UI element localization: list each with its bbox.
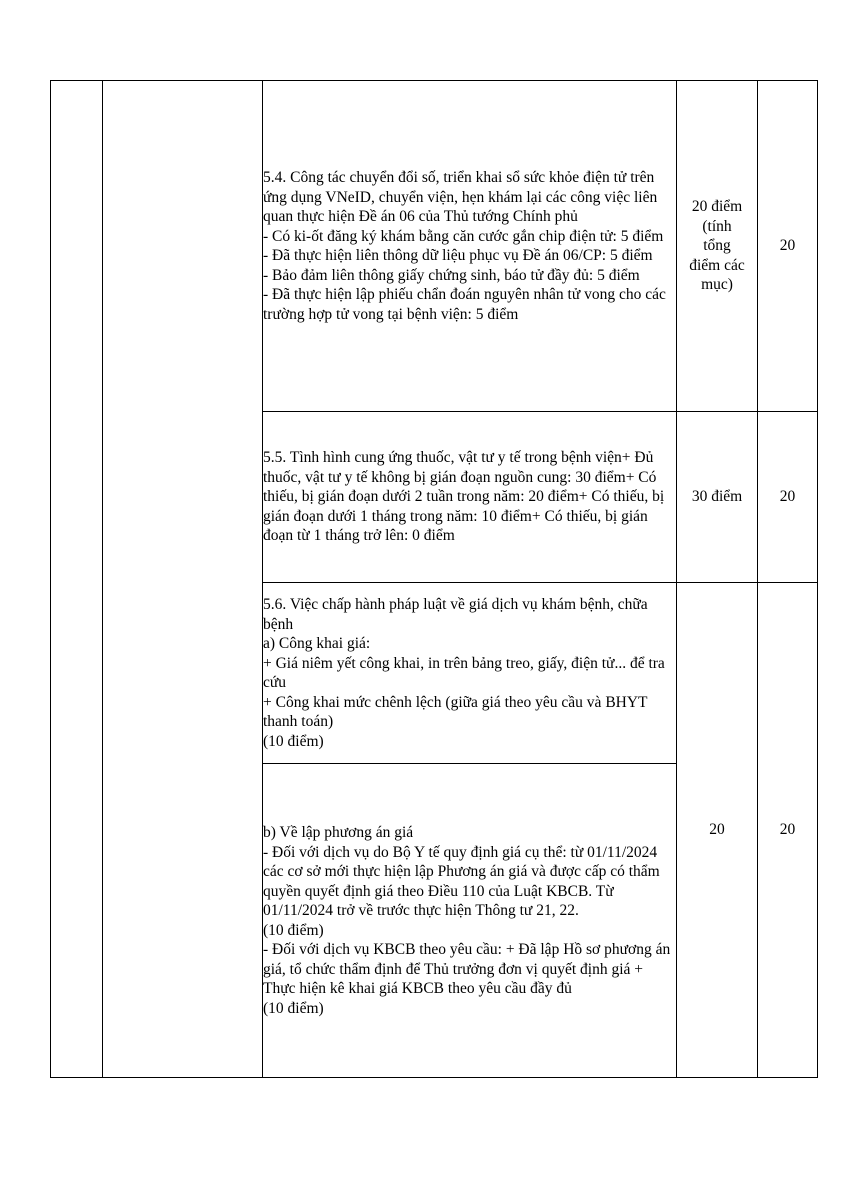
score-cell: 20 xyxy=(758,583,818,1078)
criterion-5-4-content xyxy=(263,81,677,412)
criterion-5-5-content xyxy=(263,412,677,583)
criterion-5-6b-content xyxy=(263,764,677,1078)
max-points-line: 20 điểm xyxy=(691,198,743,216)
criterion-line: - Đã thực hiện lập phiếu chẩn đoán nguyên nhân tử vong cho các trường hợp tử vong tại bệnh viện: 5 điểm xyxy=(263,286,666,323)
criterion-line: (10 điểm) xyxy=(263,999,324,1017)
criterion-line: - Có ki-ốt đăng ký khám bằng căn cước gắn chip điện tử: 5 điểm xyxy=(263,227,664,245)
max-points-line: điểm các xyxy=(689,256,745,274)
criterion-line: (10 điểm) xyxy=(263,921,324,939)
criterion-line: b) Về lập phương án giá xyxy=(263,824,414,841)
criterion-line: 5.5. Tình hình cung ứng thuốc, vật tư y tế trong bệnh viện+ Đủ thuốc, vật tư y tế không bị gián đoạn nguồn cung: 30 điểm+ Có thiếu, bị gián đoạn dưới 2 tuần trong năm: 20 điểm+ Có thiếu, bị gián đoạn dưới 1 tháng trong năm: 10 điểm+ Có thiếu, bị gián đoạn từ 1 tháng trở lên: 0 điểm xyxy=(263,449,665,545)
criterion-5-6a-content xyxy=(263,583,677,764)
table-row xyxy=(51,81,818,412)
score-cell: 20 xyxy=(758,412,818,583)
max-points-cell: 20 xyxy=(677,583,758,1078)
max-points-line: (tính xyxy=(702,217,732,235)
criterion-line: 5.4. Công tác chuyển đổi số, triển khai sổ sức khỏe điện tử trên ứng dụng VNeID, chuyển viện, hẹn khám lại các công việc liên quan thực hiện Đề án 06 của Thủ tướng Chính phủ xyxy=(263,169,658,225)
criteria-score-table xyxy=(50,80,818,1078)
criterion-line: - Đã thực hiện liên thông dữ liệu phục vụ Đề án 06/CP: 5 điểm xyxy=(263,247,653,264)
criterion-line: - Đối với dịch vụ KBCB theo yêu cầu: + Đã lập Hồ sơ phương án giá, tổ chức thẩm định để Thủ trưởng đơn vị quyết định giá + Thực hiện kê khai giá KBCB theo yêu cầu đầy đủ xyxy=(263,941,671,997)
score-cell: 20 xyxy=(758,81,818,412)
criterion-line: a) Công khai giá: xyxy=(263,635,371,652)
criterion-line: - Bảo đảm liên thông giấy chứng sinh, báo tử đầy đủ: 5 điểm xyxy=(263,266,640,284)
max-points-cell xyxy=(677,81,758,412)
criterion-line: + Công khai mức chênh lệch (giữa giá theo yêu cầu và BHYT thanh toán) xyxy=(263,693,648,730)
max-points-cell: 30 điểm xyxy=(677,412,758,583)
criterion-line: + Giá niêm yết công khai, in trên bảng treo, giấy, điện tử... để tra cứu xyxy=(263,654,665,691)
criterion-line: (10 điểm) xyxy=(263,732,324,750)
max-points-line: tổng xyxy=(703,237,731,255)
category-cell xyxy=(103,81,263,1078)
index-cell xyxy=(51,81,103,1078)
max-points-line: mục) xyxy=(701,276,733,294)
criterion-line: 5.6. Việc chấp hành pháp luật về giá dịch vụ khám bệnh, chữa bệnh xyxy=(263,596,648,633)
criterion-line: - Đối với dịch vụ do Bộ Y tế quy định giá cụ thể: từ 01/11/2024 các cơ sở mới thực hiện lập Phương án giá và được cấp có thẩm quyền quyết định giá theo Điều 110 của Luật KBCB. Từ 01/11/2024 trở về trước thực hiện Thông tư 21, 22. xyxy=(263,843,660,919)
